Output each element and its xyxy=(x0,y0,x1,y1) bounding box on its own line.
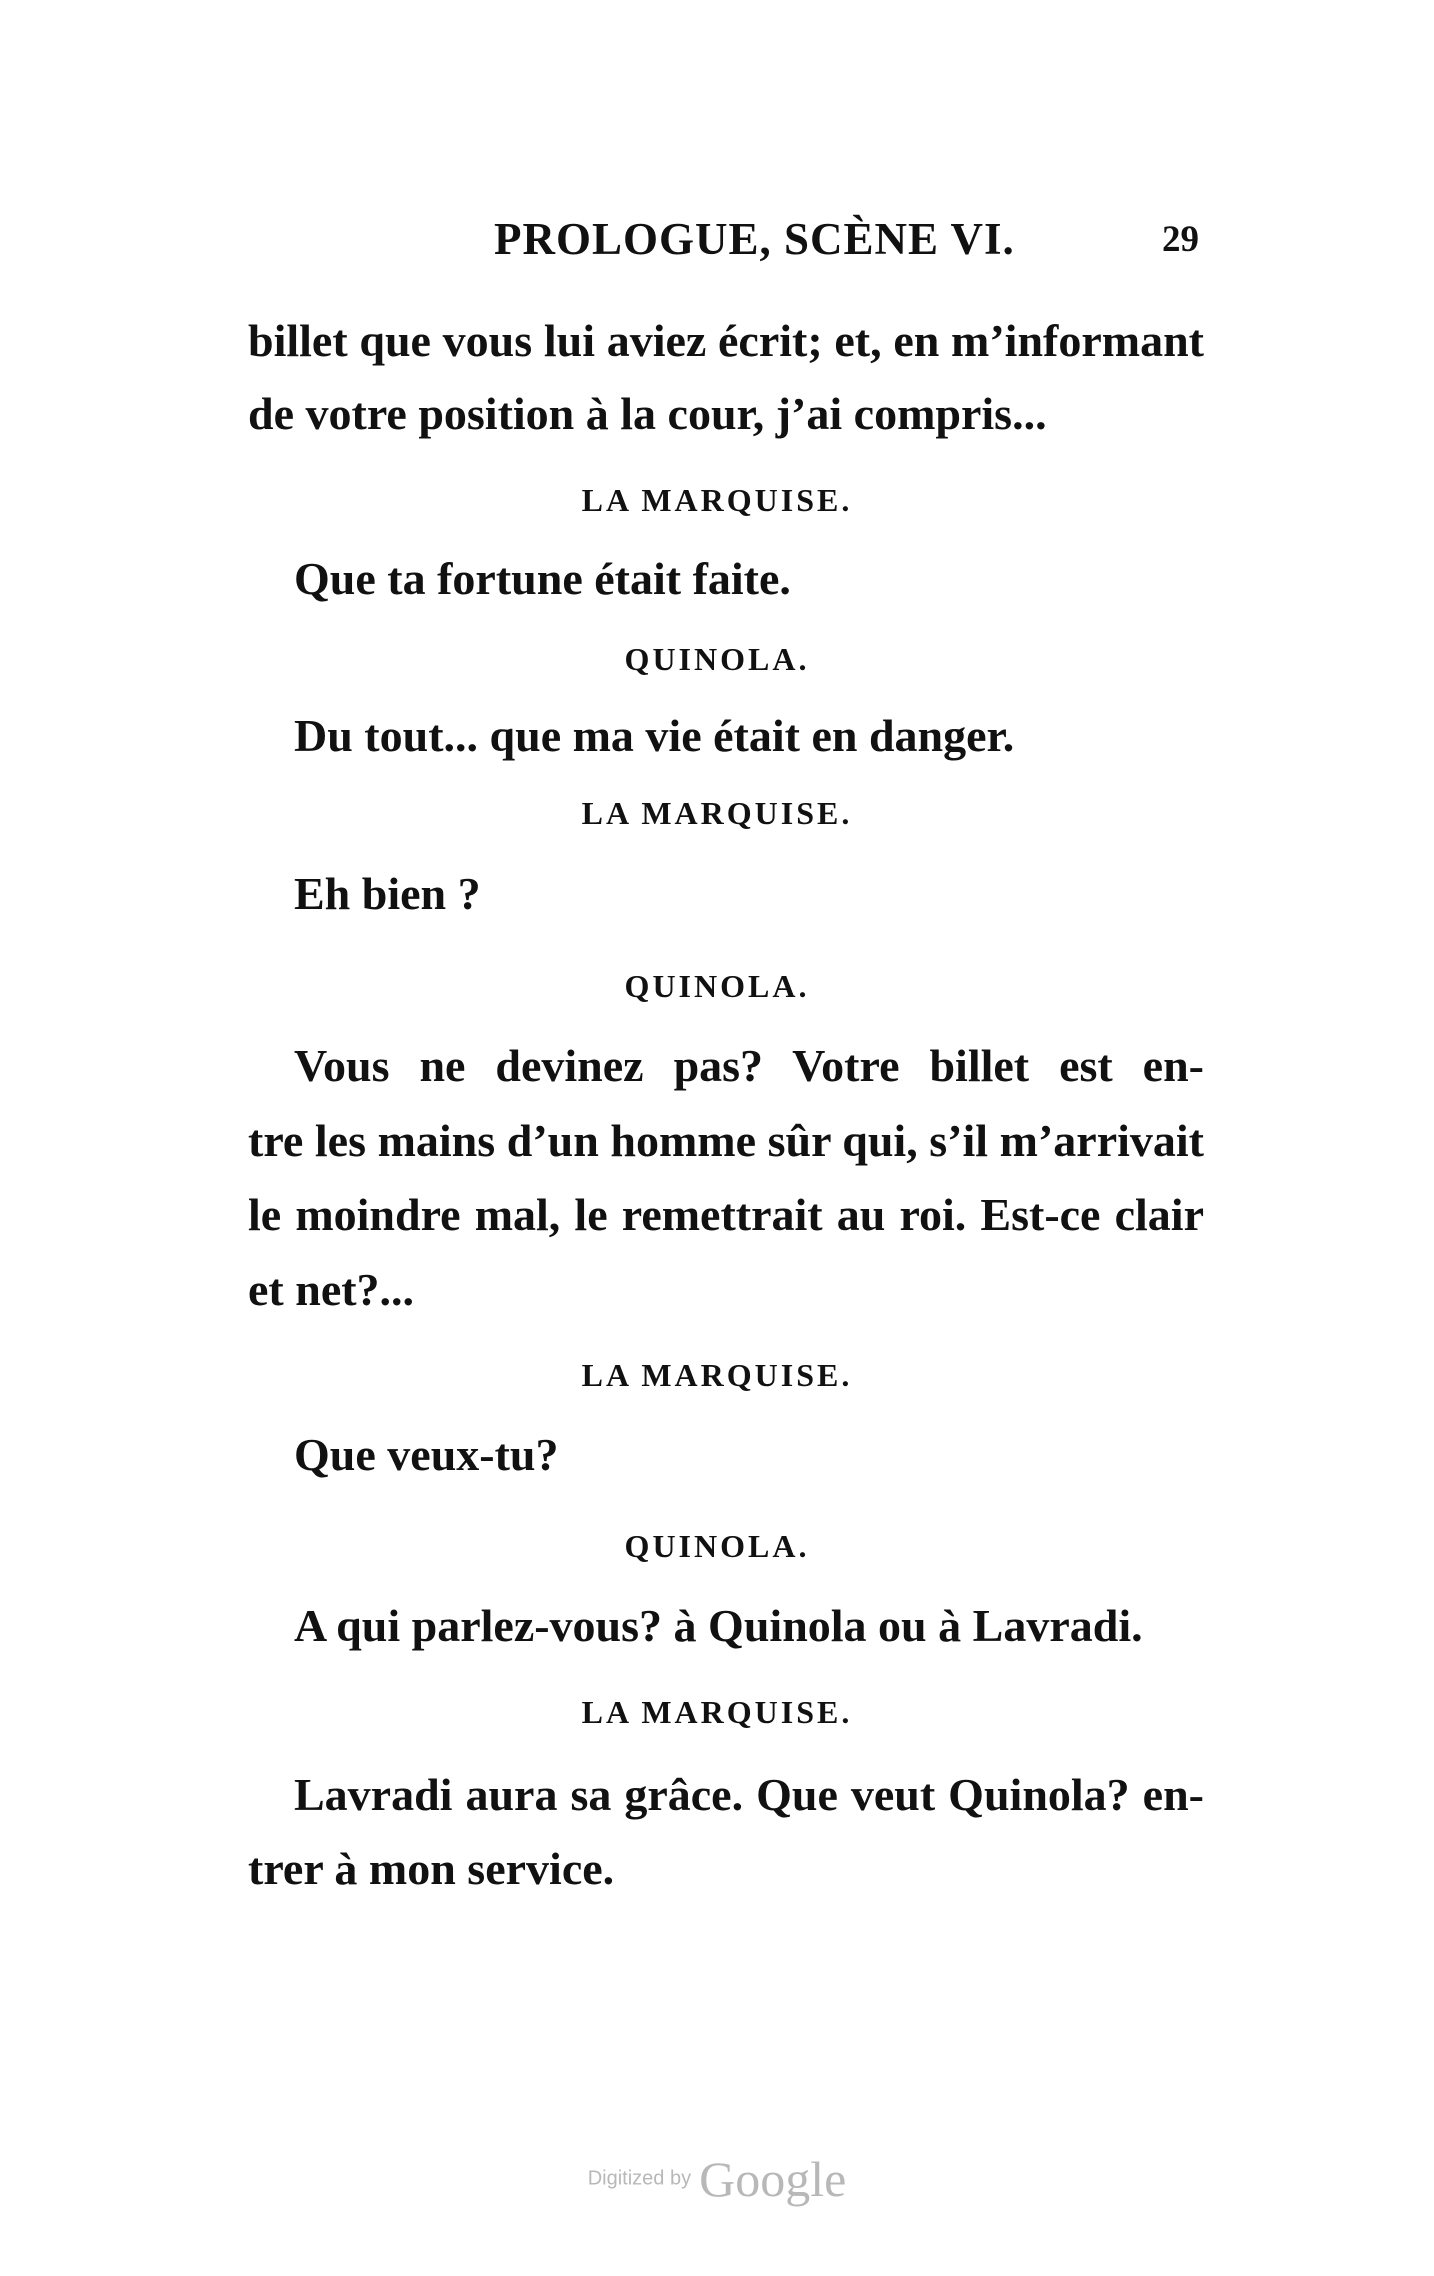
google-logo: Google xyxy=(699,2151,847,2207)
dialogue-line: le moindre mal, le remettrait au roi. Est-ce clair xyxy=(248,1189,1204,1240)
dialogue-line: A qui parlez-vous? à Quinola ou à Lavradi. xyxy=(294,1600,1143,1651)
dialogue-line: et net?... xyxy=(248,1264,415,1315)
page-number: 29 xyxy=(1162,219,1199,260)
text-line: billet que vous lui aviez écrit; et, en m’informant xyxy=(248,315,1204,366)
speaker-name: LA MARQUISE. xyxy=(581,1694,853,1730)
text-line: de votre position à la cour, j’ai compris... xyxy=(248,388,1047,439)
watermark-prefix: Digitized by xyxy=(587,2167,692,2190)
dialogue-line: Du tout... que ma vie était en danger. xyxy=(294,710,1015,761)
speaker-name: QUINOLA. xyxy=(624,968,810,1004)
dialogue-line: Lavradi aura sa grâce. Que veut Quinola? en- xyxy=(294,1769,1204,1820)
speaker-name: QUINOLA. xyxy=(624,641,810,677)
dialogue-line: tre les mains d’un homme sûr qui, s’il m’arrivait xyxy=(248,1115,1204,1166)
running-header: PROLOGUE, SCÈNE VI. xyxy=(494,214,1015,264)
digitized-watermark xyxy=(0,2150,1434,2208)
dialogue-line: Que ta fortune était faite. xyxy=(294,553,791,604)
dialogue-line: Que veux-tu? xyxy=(294,1429,559,1480)
speaker-name: LA MARQUISE. xyxy=(581,795,853,831)
speaker-name: LA MARQUISE. xyxy=(581,482,853,518)
dialogue-line: Eh bien ? xyxy=(294,868,481,919)
speaker-name: QUINOLA. xyxy=(624,1528,810,1564)
speaker-name: LA MARQUISE. xyxy=(581,1357,853,1393)
dialogue-line: trer à mon service. xyxy=(248,1843,615,1894)
dialogue-line: Vous ne devinez pas? Votre billet est en- xyxy=(294,1040,1204,1091)
